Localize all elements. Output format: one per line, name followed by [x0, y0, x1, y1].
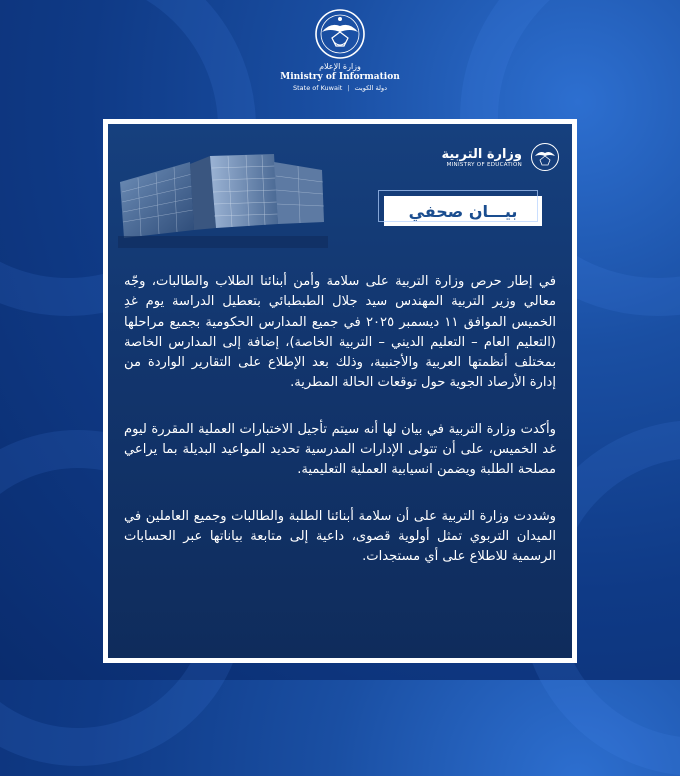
org-name-arabic: وزارة الإعلام — [319, 62, 361, 71]
paragraph: وشددت وزارة التربية على أن سلامة أبنائنا الطلبة والطالبات وجميع العاملين في الميدان التربوي تمثل أولوية قصوى، داعية إلى متابعة بياناتها عبر الحسابات الرسمية للاطلاع على أي مستجدات. — [124, 508, 556, 565]
state-line — [293, 84, 387, 92]
paragraph: في إطار حرص وزارة التربية على سلامة وأمن أبنائنا الطلاب والطالبات، وجّه معالي وزير التربية المهندس سيد جلال الطبطبائي بتعطيل الدراسة يوم غدِ الخميس الموافق ١١ ديسمبر ٢٠٢٥ في جميع المدارس الحكومية بجميع مراحلها (التعليم العام – التعليم الديني – التربية الخاصة)، إضافة إلى المدارس الخاصة بمختلف أنظمتها العربية والأجنبية، وذلك بعد الإطلاع على التقارير الواردة من إدارة الأرصاد الجوية حول توقعات الحالة المطرية. — [124, 274, 556, 391]
state-arabic: دولة الكويت — [354, 84, 388, 92]
ministry-of-information-header — [0, 8, 680, 116]
ministry-building-illustration — [118, 152, 328, 248]
moe-emblem-icon — [530, 142, 560, 172]
state-english: State of Kuwait — [292, 84, 343, 92]
press-release-card — [103, 119, 577, 663]
press-release-title: بيـــان صحفي — [384, 196, 542, 226]
kuwait-emblem-icon — [314, 8, 366, 60]
moe-logo-text — [441, 147, 522, 168]
ministry-of-education-logo — [441, 142, 560, 172]
paragraph: وأكدت وزارة التربية في بيان لها أنه سيتم تأجيل الاختبارات العملية المقررة ليوم غد الخميس، على أن تتولى الإدارات المدرسية تحديد المواعيد البديلة بما يراعي مصلحة الطلبة ويضمن انسيابية العملية التعليمية. — [124, 421, 556, 478]
org-name-english: Ministry of Information — [280, 72, 400, 82]
state-separator: | — [347, 84, 350, 92]
press-release-body — [124, 272, 556, 594]
moe-name-english: MINISTRY OF EDUCATION — [446, 161, 522, 168]
moe-name-arabic: وزارة التربية — [441, 146, 522, 162]
